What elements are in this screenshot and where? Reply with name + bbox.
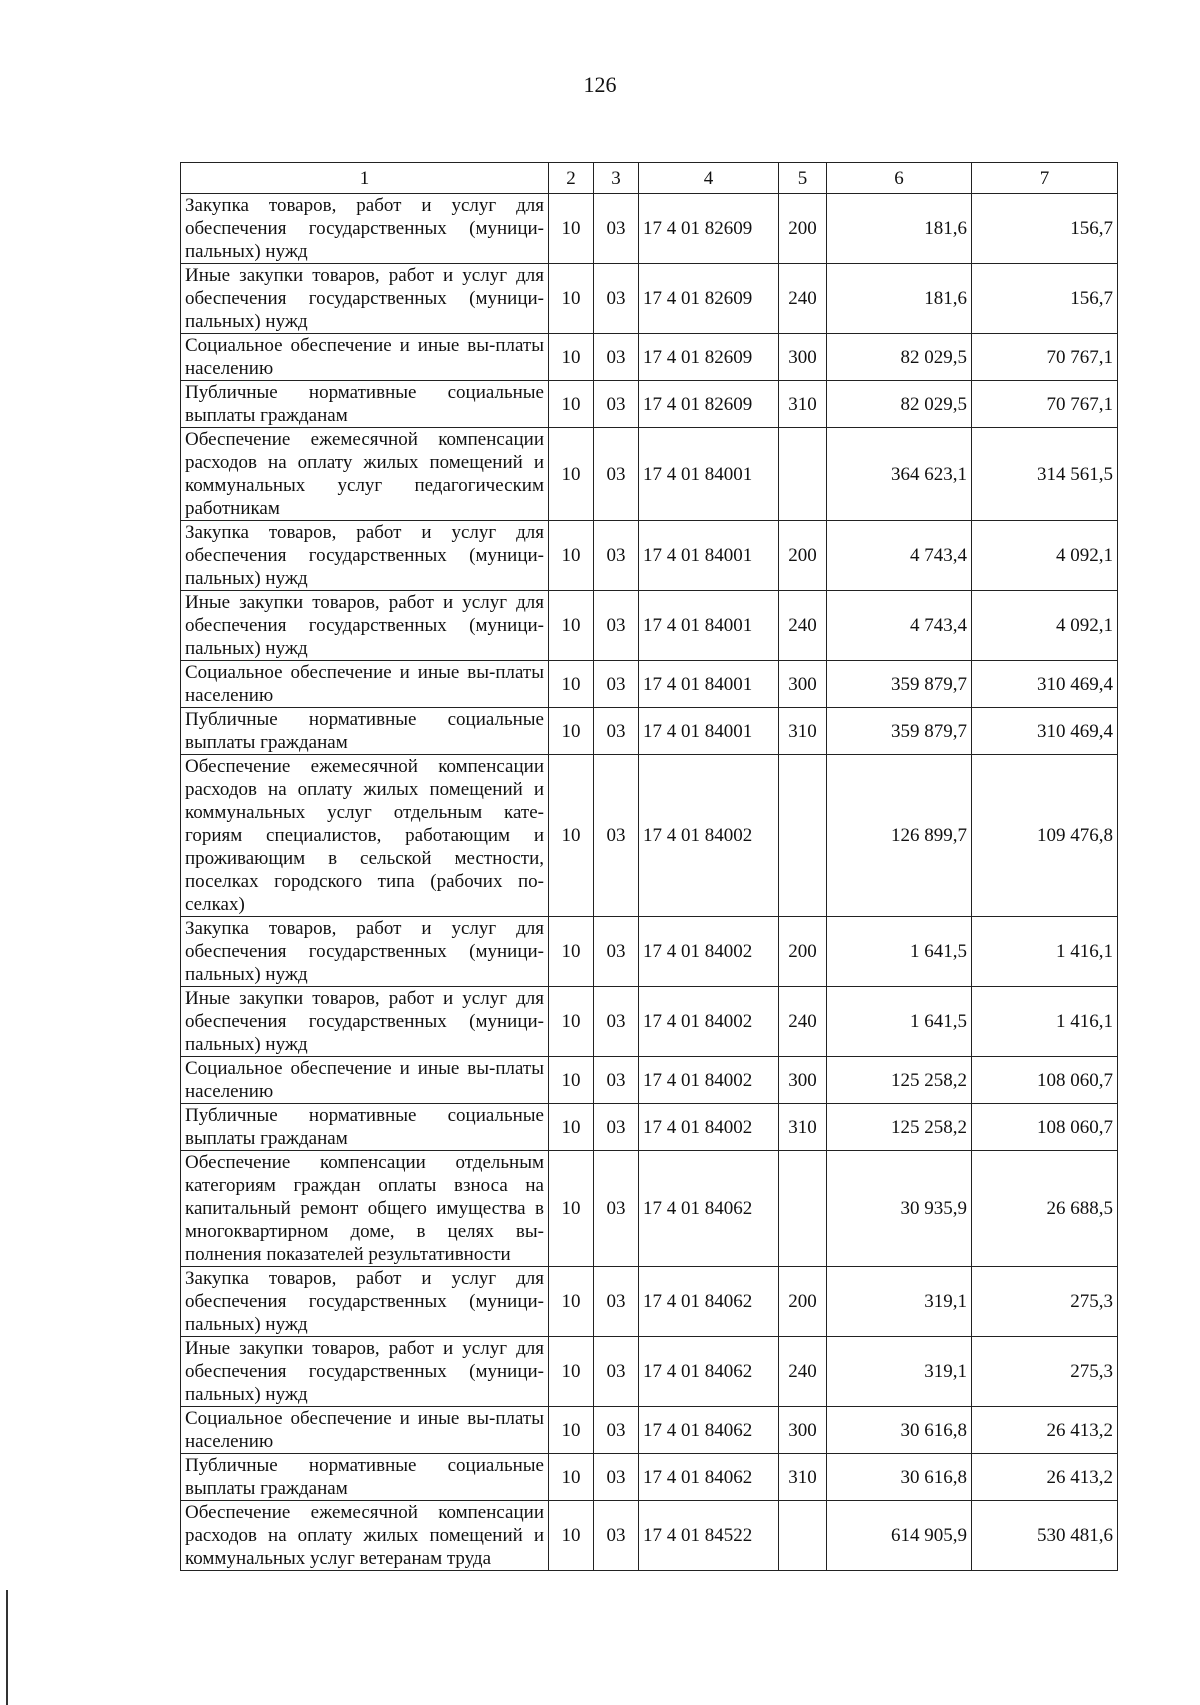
- section-cell: 10: [549, 1337, 594, 1407]
- page-number: 126: [583, 72, 617, 97]
- amount-col7-cell: 4 092,1: [972, 591, 1118, 661]
- expense-type-cell: 240: [779, 987, 827, 1057]
- section-cell: 10: [549, 1501, 594, 1571]
- item-name-cell: Иные закупки товаров, работ и услуг для обеспечения государственных (муници-пальных) нужд: [181, 591, 549, 661]
- subsection-cell: 03: [594, 1454, 639, 1501]
- target-article-cell: 17 4 01 84002: [639, 917, 779, 987]
- target-article-cell: 17 4 01 84001: [639, 708, 779, 755]
- expense-type-cell: 200: [779, 521, 827, 591]
- subsection-cell: 03: [594, 521, 639, 591]
- table-row: [181, 755, 1118, 917]
- amount-col6-cell: 181,6: [827, 194, 972, 264]
- item-name-cell: Обеспечение ежемесячной компенсации расходов на оплату жилых помещений и коммунальных услуг отдельным кате-гориям специалистов, работающим и проживающим в сельской местности, поселках городского типа (рабочих по-селках): [181, 755, 549, 917]
- item-name-cell: Обеспечение ежемесячной компенсации расходов на оплату жилых помещений и коммунальных услуг педагогическим работникам: [181, 428, 549, 521]
- table-row: [181, 194, 1118, 264]
- subsection-cell: 03: [594, 1151, 639, 1267]
- subsection-cell: 03: [594, 381, 639, 428]
- subsection-cell: 03: [594, 428, 639, 521]
- expense-type-cell: 310: [779, 1104, 827, 1151]
- table-row: [181, 428, 1118, 521]
- target-article-cell: 17 4 01 84001: [639, 521, 779, 591]
- expense-type-cell: 300: [779, 334, 827, 381]
- target-article-cell: 17 4 01 84062: [639, 1407, 779, 1454]
- target-article-cell: 17 4 01 84002: [639, 755, 779, 917]
- amount-col6-cell: 181,6: [827, 264, 972, 334]
- subsection-cell: 03: [594, 1057, 639, 1104]
- table-row: [181, 334, 1118, 381]
- column-header-1: 1: [181, 163, 549, 194]
- table-row: [181, 1501, 1118, 1571]
- column-header-3: 3: [594, 163, 639, 194]
- amount-col7-cell: 310 469,4: [972, 661, 1118, 708]
- table-row: [181, 1267, 1118, 1337]
- section-cell: 10: [549, 1057, 594, 1104]
- table-row: [181, 1454, 1118, 1501]
- amount-col7-cell: 275,3: [972, 1267, 1118, 1337]
- amount-col6-cell: 4 743,4: [827, 591, 972, 661]
- amount-col6-cell: 30 935,9: [827, 1151, 972, 1267]
- section-cell: 10: [549, 381, 594, 428]
- subsection-cell: 03: [594, 194, 639, 264]
- target-article-cell: 17 4 01 82609: [639, 381, 779, 428]
- subsection-cell: 03: [594, 591, 639, 661]
- amount-col6-cell: 364 623,1: [827, 428, 972, 521]
- amount-col6-cell: 359 879,7: [827, 661, 972, 708]
- section-cell: 10: [549, 591, 594, 661]
- amount-col7-cell: 314 561,5: [972, 428, 1118, 521]
- amount-col7-cell: 26 413,2: [972, 1407, 1118, 1454]
- amount-col7-cell: 70 767,1: [972, 334, 1118, 381]
- table-row: [181, 591, 1118, 661]
- expense-type-cell: [779, 1501, 827, 1571]
- table-row: [181, 661, 1118, 708]
- subsection-cell: 03: [594, 755, 639, 917]
- item-name-cell: Закупка товаров, работ и услуг для обеспечения государственных (муници-пальных) нужд: [181, 521, 549, 591]
- amount-col6-cell: 30 616,8: [827, 1407, 972, 1454]
- section-cell: 10: [549, 755, 594, 917]
- table-row: [181, 264, 1118, 334]
- subsection-cell: 03: [594, 334, 639, 381]
- target-article-cell: 17 4 01 82609: [639, 194, 779, 264]
- amount-col7-cell: 156,7: [972, 264, 1118, 334]
- item-name-cell: Публичные нормативные социальные выплаты гражданам: [181, 381, 549, 428]
- subsection-cell: 03: [594, 1407, 639, 1454]
- item-name-cell: Социальное обеспечение и иные вы-платы населению: [181, 661, 549, 708]
- table-row: [181, 1151, 1118, 1267]
- item-name-cell: Публичные нормативные социальные выплаты гражданам: [181, 1104, 549, 1151]
- column-header-6: 6: [827, 163, 972, 194]
- expense-type-cell: 300: [779, 1407, 827, 1454]
- section-cell: 10: [549, 917, 594, 987]
- amount-col7-cell: 530 481,6: [972, 1501, 1118, 1571]
- subsection-cell: 03: [594, 1104, 639, 1151]
- subsection-cell: 03: [594, 708, 639, 755]
- target-article-cell: 17 4 01 84062: [639, 1454, 779, 1501]
- item-name-cell: Иные закупки товаров, работ и услуг для обеспечения государственных (муници-пальных) нужд: [181, 1337, 549, 1407]
- amount-col7-cell: 26 413,2: [972, 1454, 1118, 1501]
- expense-type-cell: 240: [779, 1337, 827, 1407]
- target-article-cell: 17 4 01 84062: [639, 1151, 779, 1267]
- column-header-2: 2: [549, 163, 594, 194]
- expense-type-cell: 240: [779, 591, 827, 661]
- column-header-5: 5: [779, 163, 827, 194]
- subsection-cell: 03: [594, 264, 639, 334]
- item-name-cell: Социальное обеспечение и иные вы-платы населению: [181, 1057, 549, 1104]
- table-row: [181, 1104, 1118, 1151]
- expense-type-cell: [779, 1151, 827, 1267]
- subsection-cell: 03: [594, 1337, 639, 1407]
- target-article-cell: 17 4 01 84522: [639, 1501, 779, 1571]
- section-cell: 10: [549, 428, 594, 521]
- expense-type-cell: 200: [779, 917, 827, 987]
- target-article-cell: 17 4 01 82609: [639, 334, 779, 381]
- section-cell: 10: [549, 1104, 594, 1151]
- section-cell: 10: [549, 334, 594, 381]
- table-row: [181, 917, 1118, 987]
- amount-col6-cell: 4 743,4: [827, 521, 972, 591]
- amount-col7-cell: 26 688,5: [972, 1151, 1118, 1267]
- amount-col6-cell: 614 905,9: [827, 1501, 972, 1571]
- subsection-cell: 03: [594, 1501, 639, 1571]
- item-name-cell: Социальное обеспечение и иные вы-платы населению: [181, 1407, 549, 1454]
- amount-col6-cell: 1 641,5: [827, 987, 972, 1057]
- amount-col6-cell: 1 641,5: [827, 917, 972, 987]
- table-row: [181, 1407, 1118, 1454]
- amount-col6-cell: 125 258,2: [827, 1104, 972, 1151]
- expense-type-cell: 200: [779, 1267, 827, 1337]
- subsection-cell: 03: [594, 917, 639, 987]
- table-row: [181, 521, 1118, 591]
- column-header-4: 4: [639, 163, 779, 194]
- target-article-cell: 17 4 01 82609: [639, 264, 779, 334]
- table-body: [181, 194, 1118, 1571]
- expense-type-cell: [779, 428, 827, 521]
- item-name-cell: Социальное обеспечение и иные вы-платы населению: [181, 334, 549, 381]
- table-row: [181, 1337, 1118, 1407]
- item-name-cell: Обеспечение ежемесячной компенсации расходов на оплату жилых помещений и коммунальных услуг ветеранам труда: [181, 1501, 549, 1571]
- expense-type-cell: 300: [779, 661, 827, 708]
- table-row: [181, 987, 1118, 1057]
- amount-col6-cell: 82 029,5: [827, 381, 972, 428]
- item-name-cell: Публичные нормативные социальные выплаты гражданам: [181, 708, 549, 755]
- table-row: [181, 1057, 1118, 1104]
- section-cell: 10: [549, 708, 594, 755]
- subsection-cell: 03: [594, 661, 639, 708]
- subsection-cell: 03: [594, 987, 639, 1057]
- amount-col7-cell: 70 767,1: [972, 381, 1118, 428]
- item-name-cell: Публичные нормативные социальные выплаты гражданам: [181, 1454, 549, 1501]
- section-cell: 10: [549, 661, 594, 708]
- amount-col7-cell: 1 416,1: [972, 987, 1118, 1057]
- column-header-7: 7: [972, 163, 1118, 194]
- expense-type-cell: 310: [779, 1454, 827, 1501]
- target-article-cell: 17 4 01 84001: [639, 591, 779, 661]
- amount-col7-cell: 108 060,7: [972, 1104, 1118, 1151]
- amount-col6-cell: 82 029,5: [827, 334, 972, 381]
- amount-col6-cell: 126 899,7: [827, 755, 972, 917]
- table-header-row: [181, 163, 1118, 194]
- amount-col7-cell: 4 092,1: [972, 521, 1118, 591]
- scan-edge-line: [6, 1590, 8, 1705]
- target-article-cell: 17 4 01 84002: [639, 1057, 779, 1104]
- expense-type-cell: [779, 755, 827, 917]
- target-article-cell: 17 4 01 84002: [639, 1104, 779, 1151]
- table-row: [181, 708, 1118, 755]
- expense-type-cell: 300: [779, 1057, 827, 1104]
- section-cell: 10: [549, 194, 594, 264]
- section-cell: 10: [549, 521, 594, 591]
- item-name-cell: Закупка товаров, работ и услуг для обеспечения государственных (муници-пальных) нужд: [181, 917, 549, 987]
- target-article-cell: 17 4 01 84002: [639, 987, 779, 1057]
- amount-col7-cell: 1 416,1: [972, 917, 1118, 987]
- target-article-cell: 17 4 01 84001: [639, 428, 779, 521]
- item-name-cell: Иные закупки товаров, работ и услуг для обеспечения государственных (муници-пальных) нужд: [181, 264, 549, 334]
- amount-col6-cell: 319,1: [827, 1337, 972, 1407]
- expense-type-cell: 310: [779, 381, 827, 428]
- target-article-cell: 17 4 01 84062: [639, 1267, 779, 1337]
- amount-col7-cell: 108 060,7: [972, 1057, 1118, 1104]
- amount-col6-cell: 30 616,8: [827, 1454, 972, 1501]
- amount-col6-cell: 319,1: [827, 1267, 972, 1337]
- expense-type-cell: 200: [779, 194, 827, 264]
- item-name-cell: Закупка товаров, работ и услуг для обеспечения государственных (муници-пальных) нужд: [181, 194, 549, 264]
- expense-type-cell: 240: [779, 264, 827, 334]
- section-cell: 10: [549, 264, 594, 334]
- amount-col6-cell: 359 879,7: [827, 708, 972, 755]
- section-cell: 10: [549, 987, 594, 1057]
- subsection-cell: 03: [594, 1267, 639, 1337]
- item-name-cell: Закупка товаров, работ и услуг для обеспечения государственных (муници-пальных) нужд: [181, 1267, 549, 1337]
- amount-col6-cell: 125 258,2: [827, 1057, 972, 1104]
- item-name-cell: Иные закупки товаров, работ и услуг для обеспечения государственных (муници-пальных) нужд: [181, 987, 549, 1057]
- expense-type-cell: 310: [779, 708, 827, 755]
- section-cell: 10: [549, 1151, 594, 1267]
- amount-col7-cell: 156,7: [972, 194, 1118, 264]
- item-name-cell: Обеспечение компенсации отдельным категориям граждан оплаты взноса на капитальный ремонт общего имущества в многоквартирном доме, в целях вы-полнения показателей результативности: [181, 1151, 549, 1267]
- target-article-cell: 17 4 01 84062: [639, 1337, 779, 1407]
- amount-col7-cell: 109 476,8: [972, 755, 1118, 917]
- target-article-cell: 17 4 01 84001: [639, 661, 779, 708]
- section-cell: 10: [549, 1407, 594, 1454]
- table-row: [181, 381, 1118, 428]
- section-cell: 10: [549, 1454, 594, 1501]
- amount-col7-cell: 275,3: [972, 1337, 1118, 1407]
- section-cell: 10: [549, 1267, 594, 1337]
- amount-col7-cell: 310 469,4: [972, 708, 1118, 755]
- budget-table: [180, 162, 1118, 1571]
